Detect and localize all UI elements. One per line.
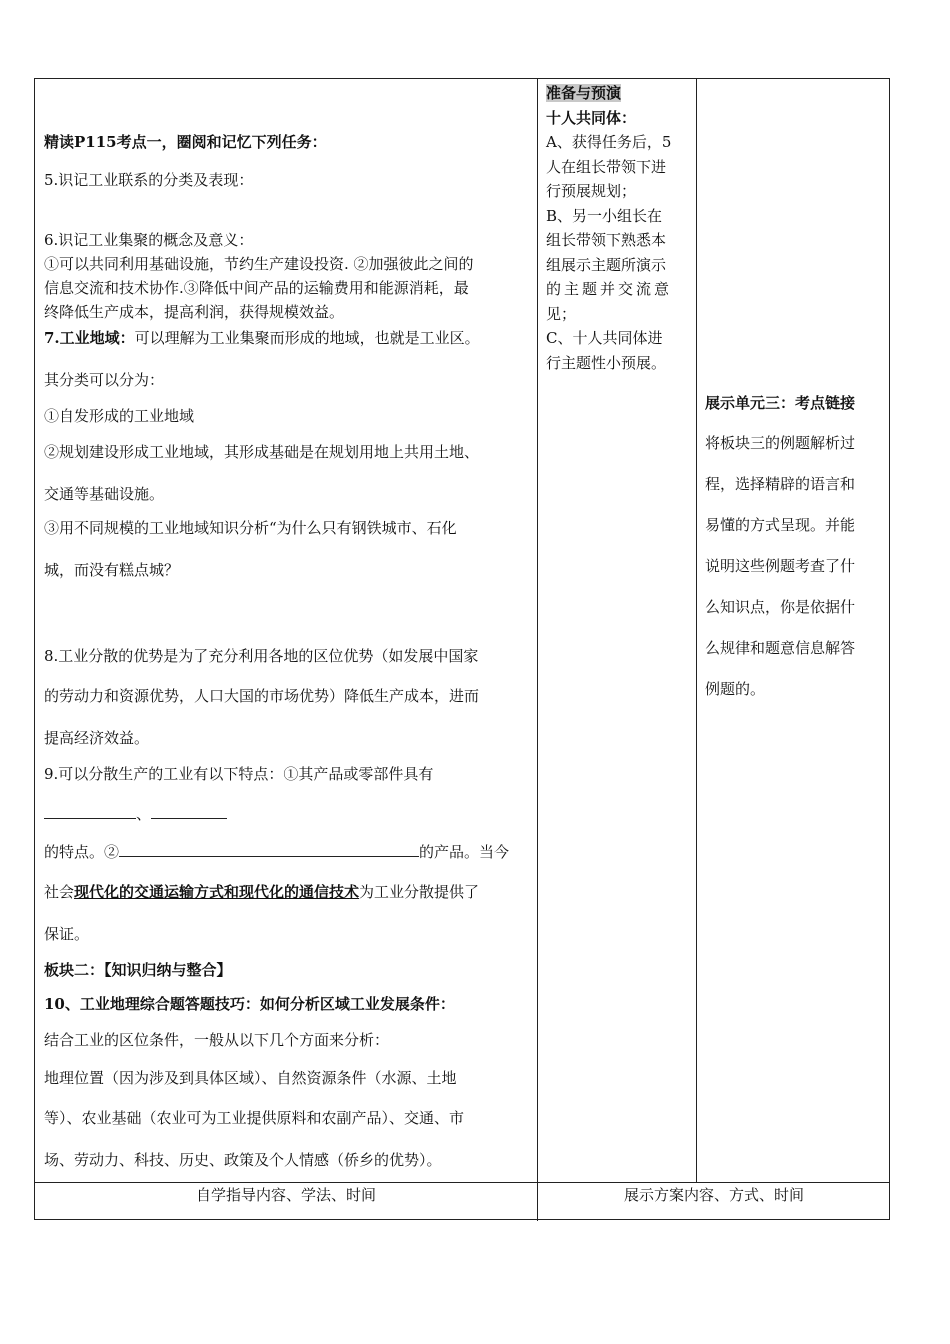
class-1: ①自发形成的工业地域 — [44, 407, 195, 425]
prep-line: A、获得任务后，5 — [546, 133, 672, 151]
showcase-line: 例题的。 — [705, 680, 766, 698]
prep-line: 组长带领下熟悉本 — [546, 231, 667, 249]
prep-line: 见； — [546, 304, 577, 323]
class-3-line-2: 城，而没有糕点城？ — [44, 561, 180, 579]
item-9-pre: 的特点。② — [44, 843, 120, 861]
prep-line: 行主题性小预展。 — [546, 353, 667, 372]
prep-line: 的主题并交流意 — [546, 280, 673, 298]
blank-separator: 、 — [136, 805, 152, 823]
class-2-line-2: 交通等基础设施。 — [44, 485, 165, 503]
prep-line: 组展示主题所演示 — [546, 255, 667, 274]
item-6-line-1: ①可以共同利用基础设施，节约生产建设投资. ②加强彼此之间的 — [44, 255, 474, 273]
item-10-line-3: 等）、农业基础（农业可为工业提供原料和农副产品）、交通、市 — [44, 1109, 465, 1127]
middle-column — [546, 81, 692, 375]
answer-blank-2[interactable] — [151, 803, 227, 819]
showcase-line: 么规律和题意信息解答 — [705, 639, 856, 657]
class-3-line-1: ③用不同规模的工业地域知识分析“为什么只有钢铁城市、石化 — [44, 519, 457, 537]
intro-text: 精读P115考点一，圈阅和记忆下列任务： — [44, 133, 327, 151]
column-divider-1 — [537, 79, 538, 1221]
block-2-heading: 板块二：【知识归纳与整合】 — [44, 961, 232, 979]
showcase-line: 么知识点，你是依据什 — [705, 598, 856, 616]
item-8-line-2: 的劳动力和资源优势，人口大国的市场优势）降低生产成本，进而 — [44, 687, 480, 705]
item-6-line-2: 信息交流和技术协作.③降低中间产品的运输费用和能源消耗，最 — [44, 279, 469, 297]
item-9-line-5: 保证。 — [44, 925, 90, 943]
item-9-line-4 — [44, 881, 479, 902]
prep-heading — [546, 81, 692, 106]
item-7-text: 可以理解为工业集聚而形成的地域，也就是工业区。 — [134, 329, 480, 347]
item-8-line-3: 提高经济效益。 — [44, 729, 150, 747]
item-9-society: 社会 — [44, 883, 75, 901]
item-9-post: 的产品。当今 — [419, 843, 510, 861]
item-10-line-1: 结合工业的区位条件，一般从以下几个方面来分析： — [44, 1031, 390, 1049]
item-9-blanks — [44, 803, 227, 824]
right-column — [705, 391, 887, 710]
item-9-underlined: 现代化的交通运输方式和现代化的通信技术 — [74, 883, 360, 901]
showcase-heading: 展示单元三：考点链接 — [705, 394, 856, 412]
item-8-line-1: 8.工业分散的优势是为了充分利用各地的区位优势（如发展中国家 — [44, 647, 479, 665]
item-6: 6.识记工业集聚的概念及意义： — [44, 231, 254, 249]
item-6-line-3: 终降低生产成本，提高利润，获得规模效益。 — [44, 303, 345, 321]
answer-blank-3[interactable] — [119, 841, 419, 857]
item-9-provides: 为工业分散提供了 — [359, 883, 480, 901]
group-heading: 十人共同体： — [546, 108, 637, 127]
showcase-line: 将板块三的例题解析过 — [705, 434, 856, 452]
footer-right: 展示方案内容、方式、时间 — [623, 1186, 804, 1204]
intro-line — [44, 131, 327, 152]
showcase-line: 说明这些例题考查了什 — [705, 557, 856, 575]
prep-line: C、十人共同体进 — [546, 329, 663, 347]
item-9-line-1: 9.可以分散生产的工业有以下特点：①其产品或零部件具有 — [44, 765, 434, 783]
item-10-line-4: 场、劳动力、科技、历史、政策及个人情感（侨乡的优势）。 — [44, 1151, 442, 1169]
worksheet-table — [34, 78, 890, 1220]
answer-blank-1[interactable] — [44, 803, 136, 819]
item-7-title: 7.工业地域： — [44, 329, 135, 347]
prep-line: B、另一小组长在 — [546, 206, 663, 225]
prep-line: 人在组长带领下进 — [546, 157, 667, 176]
item-10-heading: 10、工业地理综合题答题技巧：如何分析区域工业发展条件： — [44, 995, 455, 1013]
item-7 — [44, 327, 480, 348]
item-9-line-3 — [44, 841, 509, 862]
prep-line: 行预展规划； — [546, 182, 637, 200]
showcase-line: 易懂的方式呈现。并能 — [705, 516, 856, 534]
class-2-line-1: ②规划建设形成工业地域，其形成基础是在规划用地上共用土地、 — [44, 443, 480, 461]
prep-heading-text: 准备与预演 — [546, 84, 622, 102]
showcase-line: 程，选择精辟的语言和 — [705, 475, 856, 493]
footer-left: 自学指导内容、学法、时间 — [195, 1186, 376, 1204]
classify-line: 其分类可以分为： — [44, 371, 165, 389]
item-10-line-2: 地理位置（因为涉及到具体区域）、自然资源条件（水源、土地 — [44, 1069, 457, 1087]
column-divider-2 — [696, 79, 697, 1183]
footer-divider — [35, 1182, 889, 1183]
item-5: 5.识记工业联系的分类及表现： — [44, 171, 254, 189]
